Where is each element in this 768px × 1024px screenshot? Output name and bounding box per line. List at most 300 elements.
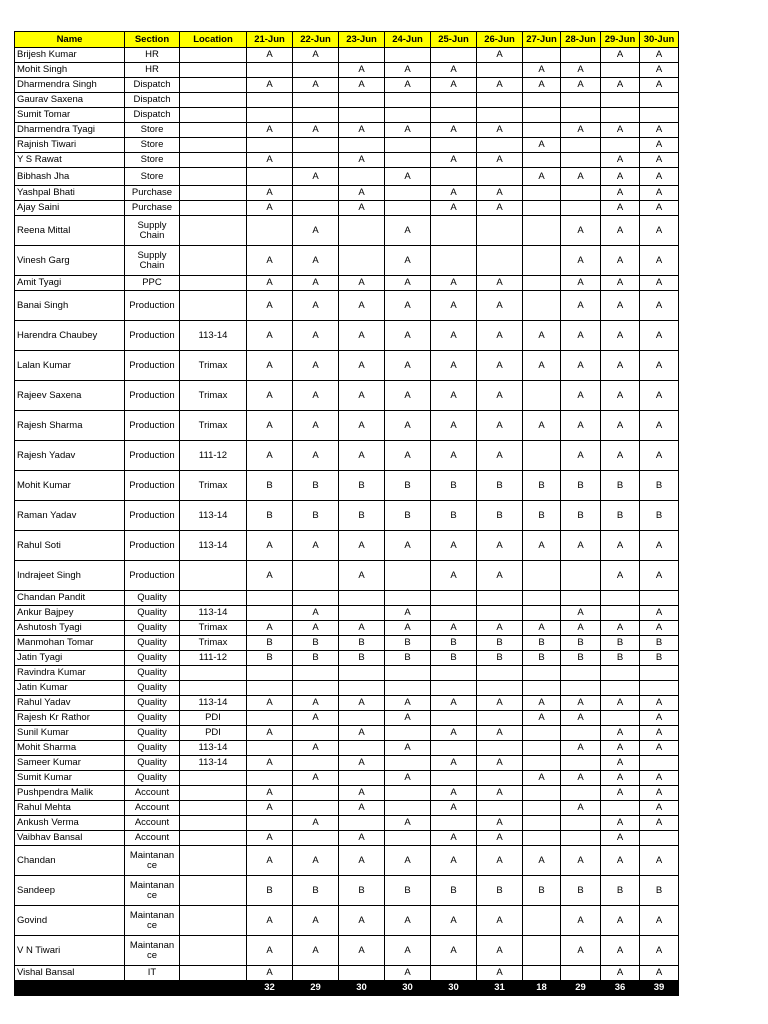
attendance-cell: B [339, 501, 385, 531]
attendance-cell [247, 771, 293, 786]
header-date: 26-Jun [477, 32, 523, 48]
attendance-cell: A [247, 441, 293, 471]
header-date: 28-Jun [561, 32, 601, 48]
section-cell: Production [125, 501, 180, 531]
attendance-cell [601, 591, 640, 606]
location-cell [180, 291, 247, 321]
employee-name-cell: Vinesh Garg [15, 246, 125, 276]
attendance-cell [477, 108, 523, 123]
employee-name-cell: Rajesh Kr Rathor [15, 711, 125, 726]
attendance-cell [561, 186, 601, 201]
attendance-cell: A [601, 621, 640, 636]
location-cell: 113-14 [180, 741, 247, 756]
attendance-cell [523, 48, 561, 63]
attendance-cell: A [640, 321, 679, 351]
attendance-cell [293, 108, 339, 123]
employee-name-cell: Pushpendra Malik [15, 786, 125, 801]
attendance-cell: A [339, 531, 385, 561]
attendance-cell: B [293, 876, 339, 906]
attendance-cell: B [523, 651, 561, 666]
location-cell [180, 216, 247, 246]
location-cell [180, 48, 247, 63]
attendance-cell: A [339, 831, 385, 846]
employee-name-cell: V N Tiwari [15, 936, 125, 966]
attendance-cell: A [640, 216, 679, 246]
attendance-cell [523, 906, 561, 936]
attendance-cell: B [640, 501, 679, 531]
attendance-cell: A [431, 696, 477, 711]
attendance-cell: A [477, 816, 523, 831]
table-row [15, 726, 679, 741]
total-cell: 39 [640, 981, 679, 996]
attendance-cell [523, 108, 561, 123]
attendance-cell [561, 561, 601, 591]
attendance-cell [561, 786, 601, 801]
attendance-cell: A [339, 906, 385, 936]
table-row [15, 801, 679, 816]
attendance-cell: A [601, 123, 640, 138]
attendance-cell: A [247, 801, 293, 816]
table-row [15, 186, 679, 201]
attendance-cell: A [293, 906, 339, 936]
attendance-cell: A [640, 711, 679, 726]
attendance-cell: A [247, 621, 293, 636]
header-date: 29-Jun [601, 32, 640, 48]
table-row [15, 741, 679, 756]
attendance-cell [523, 123, 561, 138]
attendance-cell: A [640, 816, 679, 831]
attendance-cell: A [640, 381, 679, 411]
section-cell: Store [125, 123, 180, 138]
section-cell: Quality [125, 666, 180, 681]
attendance-cell: B [601, 501, 640, 531]
attendance-cell: A [247, 531, 293, 561]
attendance-cell: A [601, 201, 640, 216]
attendance-cell [523, 276, 561, 291]
attendance-cell [523, 441, 561, 471]
employee-name-cell: Banai Singh [15, 291, 125, 321]
attendance-cell: A [431, 786, 477, 801]
section-cell: Supply Chain [125, 246, 180, 276]
attendance-cell [561, 138, 601, 153]
table-row [15, 108, 679, 123]
attendance-cell: B [523, 501, 561, 531]
attendance-cell: B [247, 876, 293, 906]
attendance-cell [339, 591, 385, 606]
location-cell [180, 876, 247, 906]
attendance-cell: A [431, 321, 477, 351]
attendance-cell [523, 801, 561, 816]
attendance-cell [293, 201, 339, 216]
attendance-cell: A [339, 276, 385, 291]
attendance-cell: B [247, 651, 293, 666]
attendance-cell: A [431, 906, 477, 936]
attendance-cell: B [431, 471, 477, 501]
attendance-cell: A [293, 276, 339, 291]
attendance-cell [293, 681, 339, 696]
attendance-cell [339, 816, 385, 831]
attendance-cell: A [477, 936, 523, 966]
employee-name-cell: Amit Tyagi [15, 276, 125, 291]
attendance-cell: A [601, 441, 640, 471]
location-cell [180, 153, 247, 168]
attendance-cell: A [385, 846, 431, 876]
attendance-cell: A [561, 321, 601, 351]
section-cell: Store [125, 138, 180, 153]
attendance-cell: A [601, 411, 640, 441]
section-cell: Quality [125, 696, 180, 711]
attendance-cell: A [601, 48, 640, 63]
attendance-cell [601, 93, 640, 108]
employee-name-cell: Ravindra Kumar [15, 666, 125, 681]
attendance-cell [431, 741, 477, 756]
attendance-cell: A [247, 123, 293, 138]
attendance-cell [339, 681, 385, 696]
attendance-cell: A [477, 846, 523, 876]
attendance-cell: B [293, 501, 339, 531]
attendance-cell: A [431, 621, 477, 636]
attendance-cell: A [339, 411, 385, 441]
table-row [15, 666, 679, 681]
attendance-cell [640, 108, 679, 123]
attendance-cell: A [561, 936, 601, 966]
total-cell: 30 [385, 981, 431, 996]
attendance-cell: A [339, 696, 385, 711]
location-cell [180, 666, 247, 681]
location-cell [180, 168, 247, 186]
section-cell: Quality [125, 711, 180, 726]
attendance-cell: A [247, 726, 293, 741]
attendance-cell [385, 108, 431, 123]
attendance-cell: B [523, 876, 561, 906]
attendance-cell: A [247, 291, 293, 321]
attendance-cell: A [293, 816, 339, 831]
attendance-cell: A [431, 63, 477, 78]
table-row [15, 591, 679, 606]
employee-name-cell: Rahul Soti [15, 531, 125, 561]
location-cell [180, 936, 247, 966]
location-cell: Trimax [180, 471, 247, 501]
employee-name-cell: Brijesh Kumar [15, 48, 125, 63]
attendance-cell: A [339, 801, 385, 816]
attendance-cell: A [561, 696, 601, 711]
table-row [15, 321, 679, 351]
attendance-cell: A [523, 531, 561, 561]
attendance-cell: A [601, 381, 640, 411]
header-date: 21-Jun [247, 32, 293, 48]
attendance-cell: B [385, 636, 431, 651]
attendance-cell: A [385, 291, 431, 321]
attendance-cell: A [385, 216, 431, 246]
location-cell: Trimax [180, 381, 247, 411]
table-row [15, 471, 679, 501]
section-cell: Account [125, 831, 180, 846]
section-cell: Dispatch [125, 93, 180, 108]
attendance-cell: A [247, 966, 293, 981]
attendance-cell: A [339, 123, 385, 138]
attendance-cell: A [247, 381, 293, 411]
attendance-cell: B [601, 471, 640, 501]
attendance-cell [247, 681, 293, 696]
attendance-cell [339, 48, 385, 63]
attendance-cell: B [477, 501, 523, 531]
attendance-cell [431, 246, 477, 276]
attendance-cell [339, 666, 385, 681]
attendance-cell: A [293, 48, 339, 63]
attendance-cell: B [640, 876, 679, 906]
section-cell: Production [125, 411, 180, 441]
section-cell: Purchase [125, 201, 180, 216]
section-cell: HR [125, 48, 180, 63]
section-cell: Production [125, 321, 180, 351]
attendance-cell: A [431, 291, 477, 321]
attendance-cell: A [561, 78, 601, 93]
table-row [15, 276, 679, 291]
table-row [15, 411, 679, 441]
attendance-cell: A [339, 756, 385, 771]
location-cell [180, 816, 247, 831]
attendance-cell [523, 816, 561, 831]
attendance-cell: A [601, 756, 640, 771]
attendance-cell: A [293, 606, 339, 621]
location-cell: 113-14 [180, 321, 247, 351]
attendance-cell [523, 201, 561, 216]
attendance-cell [385, 93, 431, 108]
attendance-cell: A [640, 123, 679, 138]
attendance-cell [477, 771, 523, 786]
attendance-cell: A [431, 531, 477, 561]
attendance-cell: A [561, 216, 601, 246]
attendance-cell: A [601, 696, 640, 711]
attendance-cell: A [640, 966, 679, 981]
attendance-cell: A [561, 291, 601, 321]
attendance-cell [431, 93, 477, 108]
attendance-cell: A [247, 153, 293, 168]
attendance-cell: A [601, 246, 640, 276]
attendance-cell [477, 741, 523, 756]
attendance-cell [339, 246, 385, 276]
section-cell: Maintanan ce [125, 876, 180, 906]
header-row [15, 32, 679, 48]
attendance-cell: A [339, 936, 385, 966]
attendance-cell: A [431, 276, 477, 291]
table-row [15, 246, 679, 276]
attendance-cell: A [601, 816, 640, 831]
attendance-cell: B [385, 651, 431, 666]
attendance-cell [247, 138, 293, 153]
total-cell: 18 [523, 981, 561, 996]
table-row [15, 696, 679, 711]
attendance-cell: A [293, 441, 339, 471]
location-cell [180, 771, 247, 786]
attendance-cell [293, 801, 339, 816]
attendance-cell [640, 831, 679, 846]
total-cell: 30 [339, 981, 385, 996]
attendance-cell: A [477, 153, 523, 168]
attendance-cell: A [523, 351, 561, 381]
attendance-cell: A [293, 771, 339, 786]
attendance-cell: A [561, 741, 601, 756]
attendance-cell: A [293, 741, 339, 756]
attendance-cell: A [293, 846, 339, 876]
attendance-cell: A [385, 621, 431, 636]
attendance-cell: A [385, 531, 431, 561]
attendance-cell [640, 681, 679, 696]
header-date: 23-Jun [339, 32, 385, 48]
attendance-cell [477, 138, 523, 153]
section-cell: Maintanan ce [125, 936, 180, 966]
attendance-cell: B [601, 876, 640, 906]
attendance-cell [561, 681, 601, 696]
attendance-cell [293, 786, 339, 801]
employee-name-cell: Rahul Yadav [15, 696, 125, 711]
attendance-cell: A [477, 123, 523, 138]
section-cell: Quality [125, 741, 180, 756]
employee-name-cell: Reena Mittal [15, 216, 125, 246]
attendance-cell: A [477, 621, 523, 636]
attendance-cell [601, 801, 640, 816]
attendance-cell: A [385, 966, 431, 981]
attendance-cell: A [339, 351, 385, 381]
attendance-cell: A [431, 936, 477, 966]
attendance-cell [561, 966, 601, 981]
employee-name-cell: Sunil Kumar [15, 726, 125, 741]
attendance-cell: B [477, 876, 523, 906]
attendance-cell [385, 681, 431, 696]
table-row [15, 906, 679, 936]
location-cell: Trimax [180, 351, 247, 381]
location-cell [180, 906, 247, 936]
table-row [15, 501, 679, 531]
attendance-cell [477, 591, 523, 606]
location-cell [180, 63, 247, 78]
total-cell: 32 [247, 981, 293, 996]
section-cell: Quality [125, 726, 180, 741]
attendance-cell [561, 816, 601, 831]
attendance-cell: A [431, 441, 477, 471]
attendance-cell: B [523, 636, 561, 651]
attendance-cell [523, 966, 561, 981]
attendance-cell [293, 153, 339, 168]
section-cell: Quality [125, 651, 180, 666]
attendance-cell [385, 726, 431, 741]
attendance-cell [293, 63, 339, 78]
attendance-cell: A [640, 276, 679, 291]
attendance-cell [431, 108, 477, 123]
attendance-cell [477, 246, 523, 276]
attendance-cell: A [561, 381, 601, 411]
attendance-cell [385, 138, 431, 153]
attendance-cell: A [477, 531, 523, 561]
attendance-cell [431, 711, 477, 726]
attendance-cell [431, 681, 477, 696]
attendance-cell: A [477, 291, 523, 321]
attendance-cell: A [431, 78, 477, 93]
attendance-cell: A [601, 291, 640, 321]
section-cell: Maintanan ce [125, 846, 180, 876]
attendance-cell [385, 756, 431, 771]
attendance-cell: A [601, 786, 640, 801]
attendance-cell: A [601, 831, 640, 846]
attendance-cell: B [385, 501, 431, 531]
attendance-cell: A [247, 351, 293, 381]
attendance-cell [561, 726, 601, 741]
attendance-cell [385, 201, 431, 216]
attendance-cell: A [339, 561, 385, 591]
attendance-cell: A [477, 186, 523, 201]
attendance-cell: B [523, 471, 561, 501]
section-cell: Production [125, 351, 180, 381]
attendance-cell [339, 168, 385, 186]
attendance-cell: A [523, 771, 561, 786]
attendance-cell: A [601, 321, 640, 351]
attendance-cell [523, 153, 561, 168]
location-cell [180, 138, 247, 153]
attendance-cell [247, 606, 293, 621]
attendance-cell: B [640, 651, 679, 666]
attendance-cell: A [640, 48, 679, 63]
attendance-cell: A [385, 351, 431, 381]
attendance-cell: A [293, 351, 339, 381]
attendance-cell [561, 108, 601, 123]
attendance-cell: A [640, 186, 679, 201]
attendance-cell: A [561, 846, 601, 876]
attendance-cell: A [640, 786, 679, 801]
employee-name-cell: Mohit Kumar [15, 471, 125, 501]
employee-name-cell: Mohit Singh [15, 63, 125, 78]
attendance-cell [431, 138, 477, 153]
table-row [15, 651, 679, 666]
attendance-cell: B [477, 636, 523, 651]
attendance-cell [293, 966, 339, 981]
attendance-cell: B [431, 501, 477, 531]
attendance-cell [431, 216, 477, 246]
employee-name-cell: Mohit Sharma [15, 741, 125, 756]
header-name: Name [15, 32, 125, 48]
attendance-cell: A [640, 906, 679, 936]
attendance-cell: A [477, 381, 523, 411]
attendance-cell: A [601, 351, 640, 381]
table-row [15, 771, 679, 786]
totals-blank [15, 981, 125, 996]
attendance-cell: B [601, 636, 640, 651]
table-row [15, 93, 679, 108]
table-row [15, 711, 679, 726]
attendance-cell: A [523, 138, 561, 153]
attendance-cell [385, 831, 431, 846]
location-cell [180, 846, 247, 876]
totals-blank [180, 981, 247, 996]
employee-name-cell: Sameer Kumar [15, 756, 125, 771]
attendance-cell: A [640, 531, 679, 561]
attendance-cell [523, 681, 561, 696]
attendance-cell: A [477, 201, 523, 216]
table-row [15, 63, 679, 78]
attendance-cell [431, 666, 477, 681]
attendance-cell: A [640, 726, 679, 741]
attendance-cell: A [601, 936, 640, 966]
attendance-cell [293, 756, 339, 771]
employee-name-cell: Chandan [15, 846, 125, 876]
attendance-cell: A [431, 726, 477, 741]
attendance-cell: A [640, 846, 679, 876]
attendance-cell: A [431, 153, 477, 168]
attendance-cell: B [431, 876, 477, 906]
location-cell: Trimax [180, 636, 247, 651]
attendance-cell [247, 741, 293, 756]
attendance-cell [247, 816, 293, 831]
attendance-cell: A [561, 531, 601, 561]
